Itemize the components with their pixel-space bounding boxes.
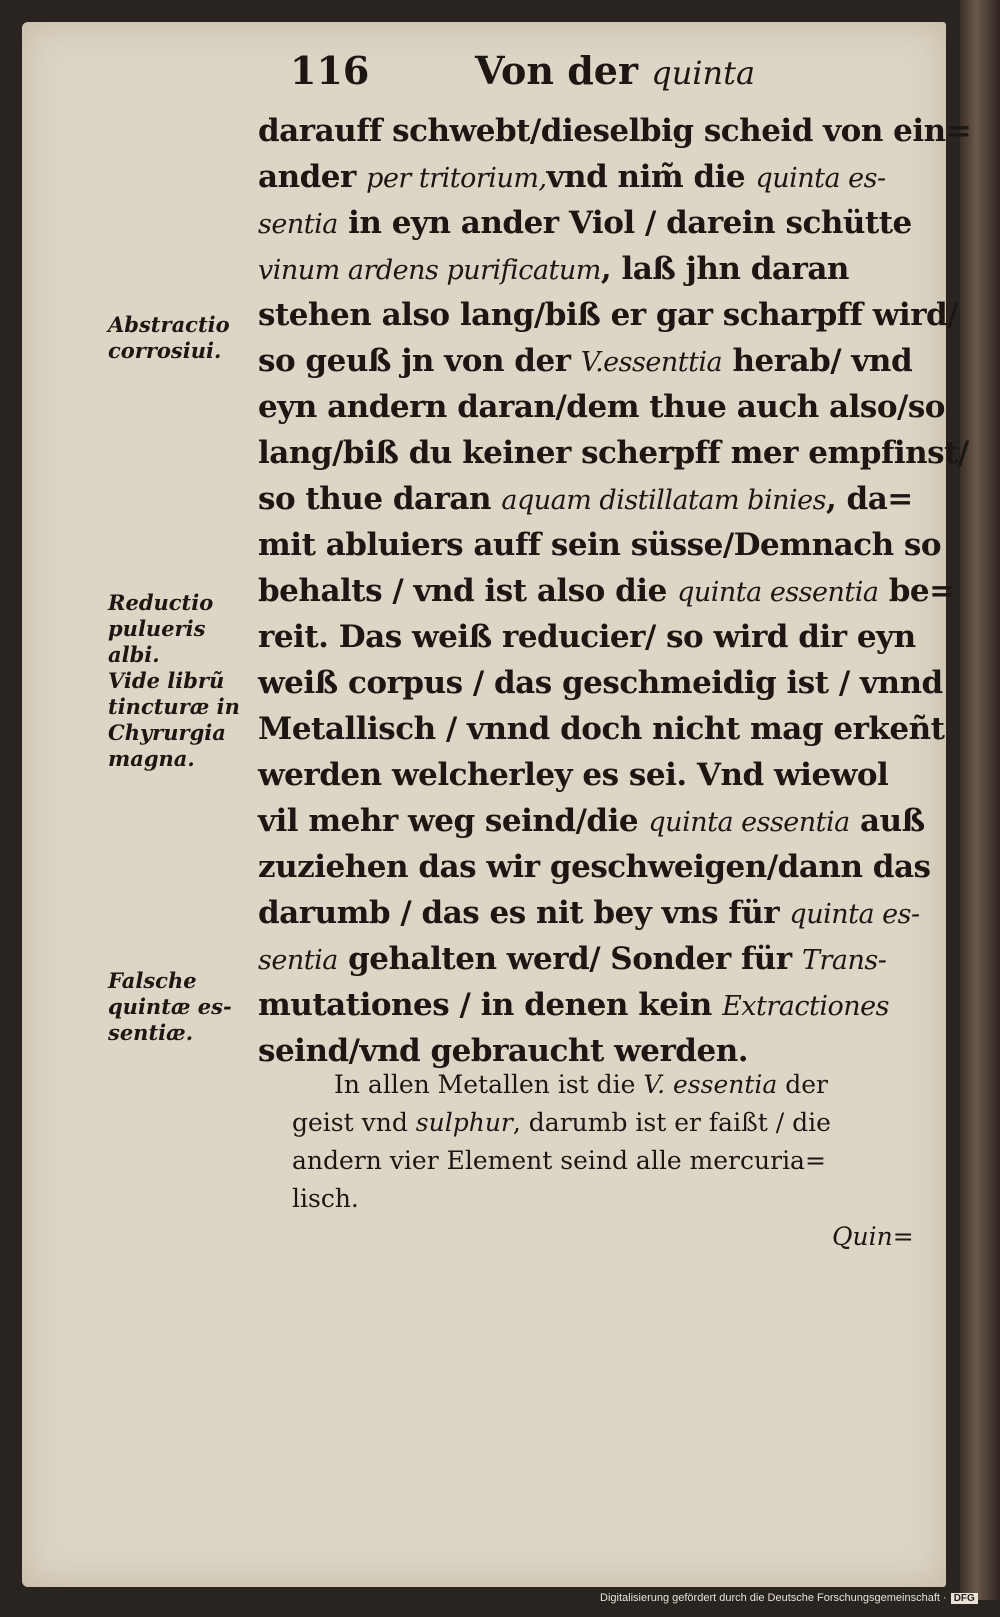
text-segment: lang/biß du keiner scherpff mer empfinst/ <box>258 435 969 471</box>
note-line <box>292 1104 892 1142</box>
latin-term: quinta essentia <box>648 807 850 838</box>
text-line <box>258 200 918 246</box>
text-segment: , da= <box>825 481 913 517</box>
margin-note-line: corrosiui. <box>108 338 222 363</box>
text-line <box>258 798 925 844</box>
margin-note-line: Chyrurgia <box>108 720 226 745</box>
margin-note-line: albi. <box>108 642 160 667</box>
text-segment: herab/ vnd <box>722 343 913 379</box>
margin-note-falsche <box>108 968 258 1046</box>
text-line <box>258 936 918 982</box>
text-segment: so thue daran <box>258 481 502 517</box>
latin-term: vinum ardens purificatum <box>258 255 601 286</box>
latin-term: quinta es- <box>789 899 920 930</box>
text-line <box>258 246 918 292</box>
note-line <box>292 1066 892 1104</box>
text-segment: vnd nim̃ die <box>546 159 756 195</box>
text-line <box>258 430 969 476</box>
text-segment: Metallisch / vnnd doch nicht mag erkeñt <box>258 711 945 747</box>
latin-term: sulphur <box>415 1108 513 1137</box>
dfg-logo: DFG <box>951 1593 978 1604</box>
running-head-italic: quinta <box>651 54 756 92</box>
text-line <box>258 706 945 752</box>
latin-term: sentia <box>258 209 338 240</box>
margin-note-abstractio <box>108 312 258 364</box>
text-segment: mutationes / in denen kein <box>258 987 723 1023</box>
text-line <box>258 338 918 384</box>
latin-term: sentia <box>258 945 338 976</box>
latin-term: V. essentia <box>643 1070 778 1099</box>
text-line <box>258 890 918 936</box>
text-line <box>258 752 918 798</box>
note-line <box>292 1142 892 1180</box>
text-segment: darauff schwebt/dieselbig scheid von ein= <box>258 113 972 149</box>
text-segment: , laß jhn daran <box>600 251 849 287</box>
text-segment: reit. Das weiß reducier/ so wird dir eyn <box>258 619 916 655</box>
text-segment: andern vier Element seind alle mercuria= <box>292 1146 826 1175</box>
main-text-block <box>258 108 972 1074</box>
margin-note-line: Abstractio <box>108 312 230 337</box>
text-segment: stehen also lang/biß er gar scharpff wird/ <box>258 297 959 333</box>
text-segment: auß <box>849 803 925 839</box>
text-segment: weiß corpus / das geschmeidig ist / vnnd <box>258 665 943 701</box>
latin-term: V.essenttia <box>580 347 723 378</box>
text-segment: so geuß jn von der <box>258 343 581 379</box>
margin-note-line: Vide librũ <box>108 668 225 693</box>
note-paragraph <box>292 1066 892 1218</box>
running-head <box>475 48 755 93</box>
page-header <box>290 48 930 108</box>
text-segment: vil mehr weg seind/die <box>258 803 649 839</box>
catchword: Quin= <box>832 1222 914 1251</box>
margin-note-line: quintæ es- <box>108 994 232 1019</box>
margin-note-line: tincturæ in <box>108 694 240 719</box>
latin-term: Extractiones <box>722 991 889 1022</box>
text-segment: seind/vnd gebraucht werden. <box>258 1033 749 1069</box>
margin-note-line: pulueris <box>108 616 206 641</box>
text-segment: In allen Metallen ist die <box>334 1070 644 1099</box>
text-line <box>258 982 918 1028</box>
latin-term: quinta essentia <box>677 577 879 608</box>
text-line <box>258 476 918 522</box>
text-line <box>258 614 918 660</box>
text-segment: darumb / das es nit bey vns für <box>258 895 790 931</box>
text-line <box>258 660 943 706</box>
margin-note-line: sentiæ. <box>108 1020 194 1045</box>
book-edge <box>960 0 1000 1600</box>
text-segment: der <box>777 1070 828 1099</box>
text-segment: be= <box>878 573 955 609</box>
page-number: 116 <box>290 48 370 93</box>
margin-note-line: magna. <box>108 746 195 771</box>
note-line <box>292 1180 892 1218</box>
text-segment: zuziehen das wir geschweigen/dann das <box>258 849 931 885</box>
text-segment: eyn andern daran/dem thue auch also/so <box>258 389 945 425</box>
margin-note-reductio <box>108 590 258 772</box>
text-line <box>258 522 942 568</box>
text-segment: gehalten werd/ Sonder für <box>337 941 802 977</box>
latin-term: Trans- <box>801 945 887 976</box>
latin-term: aquam distillatam binies <box>501 485 826 516</box>
text-line <box>258 292 959 338</box>
text-segment: , darumb ist er faißt / die <box>512 1108 831 1137</box>
text-line <box>258 568 955 614</box>
margin-note-line: Falsche <box>108 968 197 993</box>
latin-term: per tritorium, <box>366 163 547 194</box>
running-head-text: Von der <box>475 48 638 93</box>
text-line <box>258 154 918 200</box>
footer-text: Digitalisierung gefördert durch die Deutsche Forschungsgemeinschaft · <box>600 1592 947 1604</box>
margin-note-line: Reductio <box>108 590 214 615</box>
text-segment: ander <box>258 159 367 195</box>
text-segment: behalts / vnd ist also die <box>258 573 678 609</box>
text-line <box>258 844 931 890</box>
footer-credit <box>600 1592 975 1612</box>
text-line <box>258 108 972 154</box>
text-segment: lisch. <box>292 1184 359 1213</box>
text-segment: werden welcherley es sei. Vnd wiewol <box>258 757 889 793</box>
text-segment: mit abluiers auff sein süsse/Demnach so <box>258 527 942 563</box>
text-segment: in eyn ander Viol / darein schütte <box>337 205 912 241</box>
text-line <box>258 384 945 430</box>
latin-term: quinta es- <box>755 163 886 194</box>
text-segment: geist vnd <box>292 1108 416 1137</box>
